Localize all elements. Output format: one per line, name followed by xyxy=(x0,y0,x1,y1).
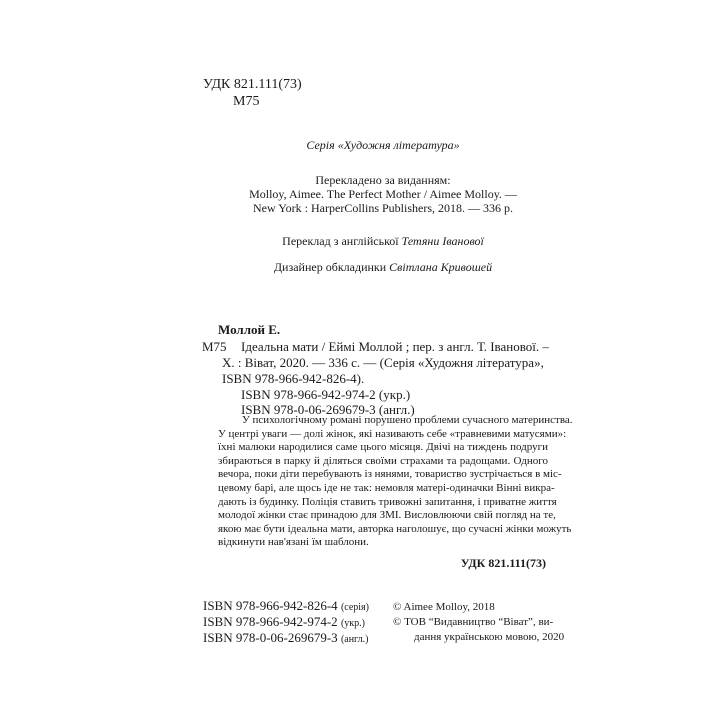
author-mark-top: М75 xyxy=(233,94,260,109)
isbn-number: ISBN 978-0-06-269679-3 xyxy=(203,630,338,645)
annotation-line: відкинути нав'язані їм шаблони. xyxy=(218,536,369,549)
isbn-note: (серія) xyxy=(340,602,369,613)
annotation-line: вечора, поки діти перебувають із нянями, товариство зустрічається в міс- xyxy=(218,468,562,481)
translator-prefix: Переклад з англійської xyxy=(282,234,402,248)
catalog-author: Моллой Е. xyxy=(218,322,281,337)
isbn-ukr xyxy=(203,614,365,631)
catalog-publisher-line: Х. : Віват, 2020. — 336 с. — (Серія «Художня література», xyxy=(222,355,544,370)
annotation-line: цевому барі, але щось іде не так: немовля матері-одиначки Вінні викра- xyxy=(218,481,555,494)
annotation-line: У психологічному романі порушено проблеми сучасного материнства. xyxy=(242,414,573,426)
series-line xyxy=(218,138,548,152)
annotation-line: дають із будинку. Поліція ставить тривожні запитання, і приватне життя xyxy=(218,495,557,508)
catalog-isbn-ukr: ISBN 978-966-942-974-2 (укр.) xyxy=(241,387,411,402)
catalog-title-line: Ідеальна мати / Еймі Моллой ; пер. з англ. Т. Іванової. – xyxy=(241,339,549,354)
annotation-line: молодої жінки стає принадою для ЗМІ. Висловлюючи свій погляд на те, xyxy=(218,509,556,522)
annotation-line: їхні малюки народилися саме цього місяця. Двічі на тиждень подруги xyxy=(218,441,548,454)
udk-code-bottom: УДК 821.111(73) xyxy=(460,556,546,570)
translated-from-label: Перекладено за виданням: xyxy=(315,173,451,187)
isbn-series xyxy=(203,598,369,615)
annotation xyxy=(218,414,573,550)
isbn-note: (укр.) xyxy=(340,618,365,629)
udk-code-top: УДК 821.111(73) xyxy=(203,77,302,92)
isbn-number: ISBN 978-966-942-974-2 xyxy=(203,614,338,629)
isbn-note: (англ.) xyxy=(340,634,369,645)
isbn-eng xyxy=(203,630,368,647)
copyright-original: © Aimee Molloy, 2018 xyxy=(393,601,495,613)
designer-prefix: Дизайнер обкладинки xyxy=(273,260,390,274)
designer-line xyxy=(218,260,548,274)
translator-name: Тетяни Іванової xyxy=(401,234,484,248)
copyright-publisher: © ТОВ “Видавництво “Віват”, ви- xyxy=(393,616,554,628)
annotation-line: якою має бути ідеальна мати, авторка наголошує, що сучасні жінки можуть xyxy=(218,522,572,535)
isbn-number: ISBN 978-966-942-826-4 xyxy=(203,598,338,613)
copyright-publisher-cont: дання українською мовою, 2020 xyxy=(414,631,565,643)
catalog-isbn-eng: ISBN 978-0-06-269679-3 (англ.) xyxy=(241,402,415,417)
original-edition-line1: Molloy, Aimee. The Perfect Mother / Aimee Molloy. — xyxy=(249,187,517,201)
designer-name: Світлана Кривошей xyxy=(389,260,493,274)
series-prefix: Серія xyxy=(306,138,338,152)
catalog-series-isbn: ISBN 978-966-942-826-4). xyxy=(222,371,365,386)
series-name: «Художня література» xyxy=(337,138,460,152)
annotation-line: У центрі уваги — долі жінок, які називають себе «травневими матусями»: xyxy=(218,427,567,440)
annotation-line: збираються в парку й діляться своїми страхами та радощами. Одного xyxy=(218,454,548,467)
translator-line xyxy=(218,234,548,248)
original-edition-line2: New York : HarperCollins Publishers, 2018. — 336 p. xyxy=(253,201,513,215)
catalog-mark: М75 xyxy=(202,339,227,354)
